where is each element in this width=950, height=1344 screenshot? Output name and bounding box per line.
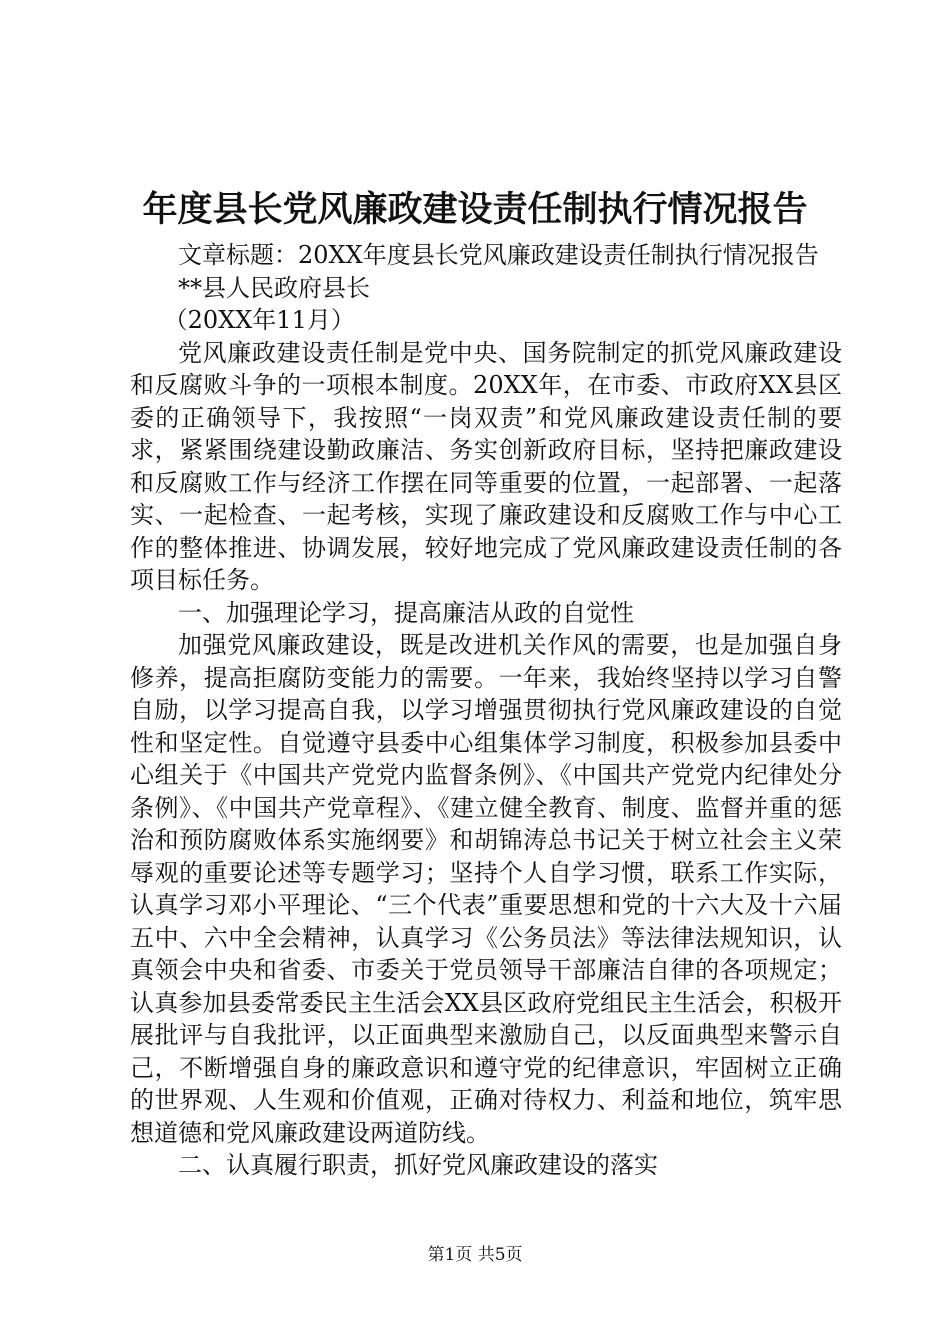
- page-footer: 第1页 共5页: [427, 1245, 523, 1265]
- section-heading-1: 一、加强理论学习，提高廉洁从政的自觉性: [178, 598, 634, 627]
- author-line: **县人民政府县长: [178, 273, 370, 302]
- document-title: 年度县长党风廉政建设责任制执行情况报告: [142, 189, 808, 230]
- section-paragraph-1: 加强党风廉政建设，既是改进机关作风的需要，也是加强自身修养，提高拒腐防变能力的需要。一年来，我始终坚持以学习自警自励，以学习提高自我，以学习增强贯彻执行党风廉政建设的自觉性和坚定性。自觉遵守县委中心组集体学习制度，积极参加县委中心组关于《中国共产党党内监督条例》、《中国共产党党内纪律处分条例》、《中国共产党章程》、《建立健全教育、制度、监督并重的惩治和预防腐败体系实施纲要》和胡锦涛总书记关于树立社会主义荣辱观的重要论述等专题学习；坚持个人自学习惯，联系工作实际，认真学习邓小平理论、“三个代表”重要思想和党的十六大及十六届五中、六中全会精神，认真学习《公务员法》等法律法规知识，认真领会中央和省委、市委关于党员领导干部廉洁自律的各项规定；认真参加县委常委民主生活会XX县区政府党组民主生活会，积极开展批评与自我批评，以正面典型来激励自己，以反面典型来警示自己，不断增强自身的廉政意识和遵守党的纪律意识，牢固树立正确的世界观、人生观和价值观，正确对待权力、利益和地位，筑牢思想道德和党风廉政建设两道防线。: [130, 631, 842, 1147]
- section-heading-2: 二、认真履行职责，抓好党风廉政建设的落实: [178, 1151, 658, 1179]
- date-line: （20XX年11月）: [163, 306, 355, 334]
- intro-paragraph: 党风廉政建设责任制是党中央、国务院制定的抓党风廉政建设和反腐败斗争的一项根本制度。20XX年，在市委、市政府XX县区委的正确领导下，我按照“一岗双责”和党风廉政建设责任制的要求，紧紧围绕建设勤政廉洁、务实创新政府目标，坚持把廉政建设和反腐败工作与经济工作摆在同等重要的位置，一起部署、一起落实、一起检查、一起考核，实现了廉政建设和反腐败工作与中心工作的整体推进、协调发展，较好地完成了党风廉政建设责任制的各项目标任务。: [130, 338, 842, 594]
- document-body: [130, 239, 842, 1182]
- article-title-line: 文章标题：20XX年度县长党风廉政建设责任制执行情况报告: [178, 241, 819, 269]
